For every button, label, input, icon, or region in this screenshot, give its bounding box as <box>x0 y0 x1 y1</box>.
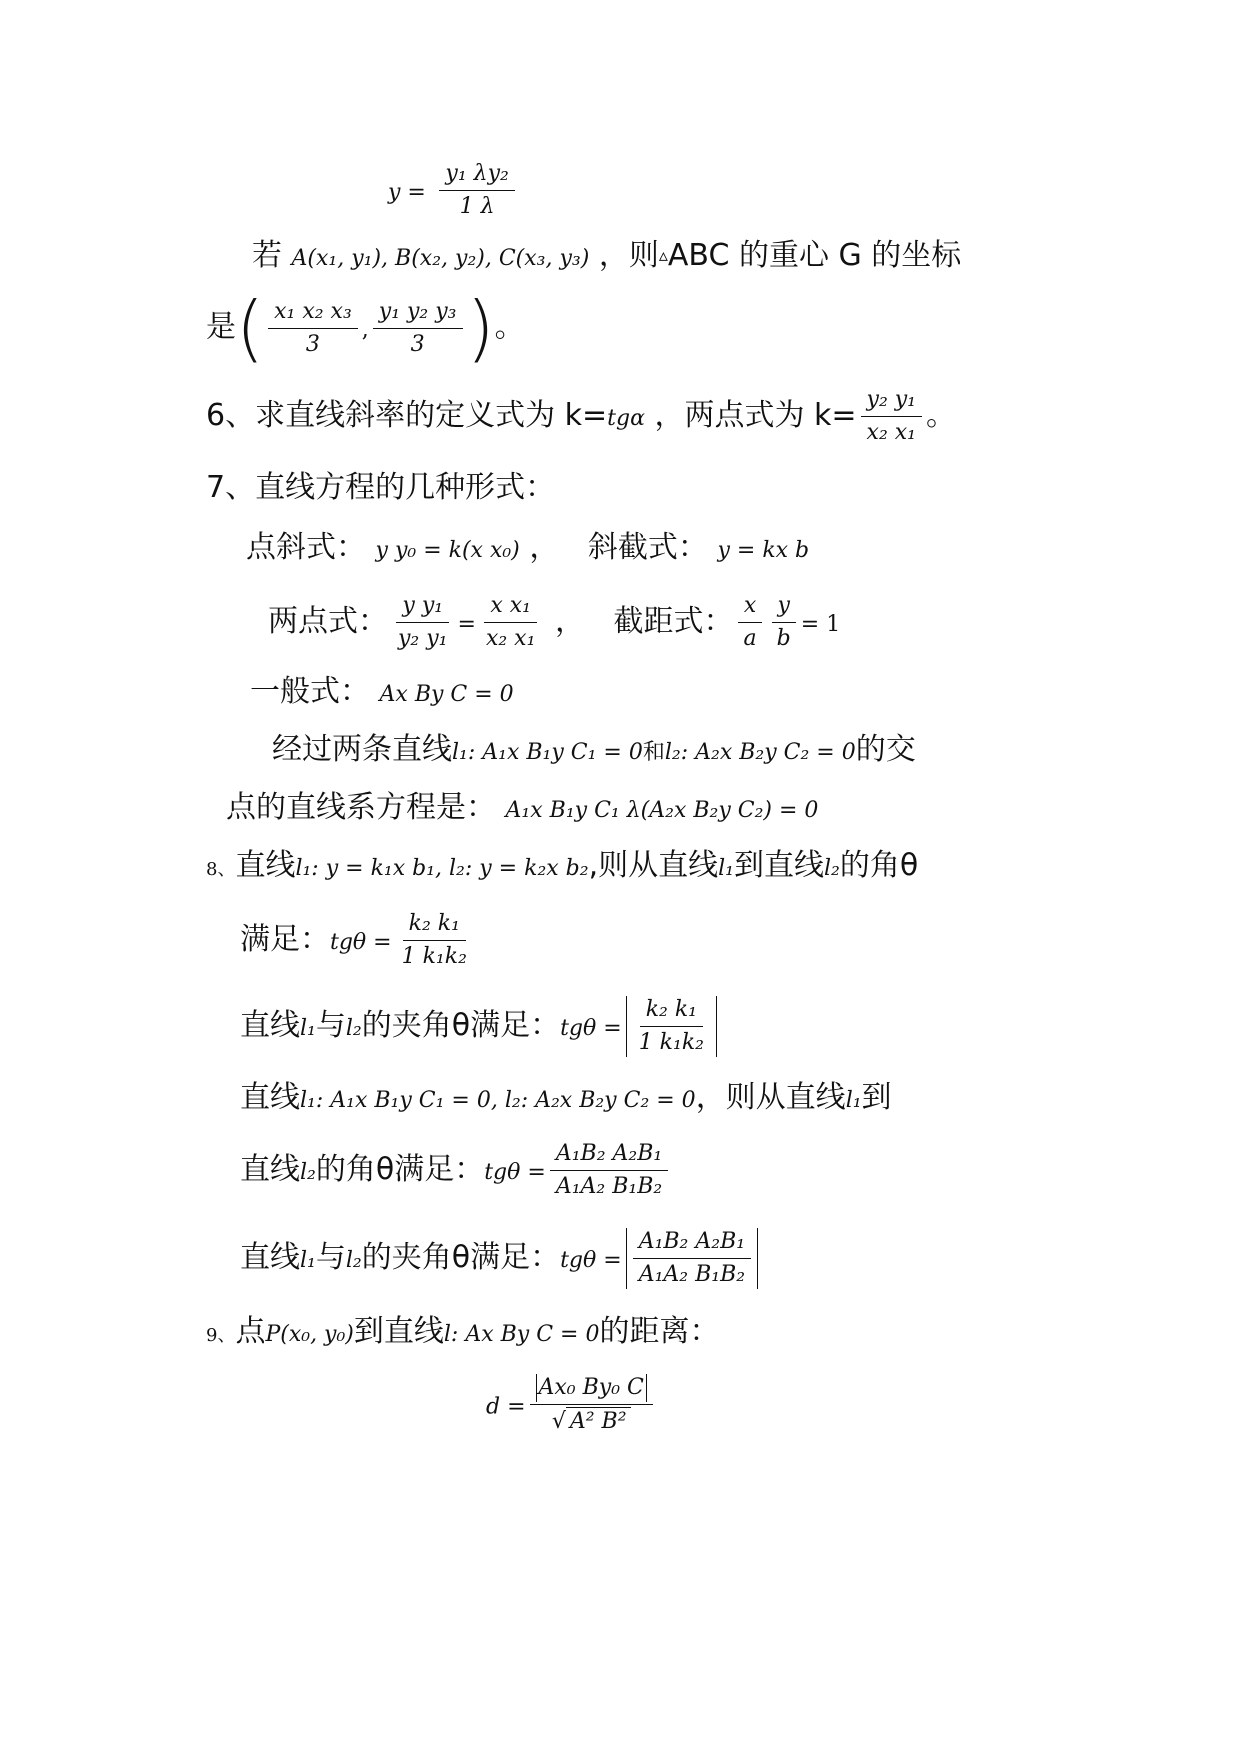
general-angle-line: 直线l₂的角θ满足：tgθ = $\frac{\text{A₁B₂ A₂B₁}}{\text{A₁A₂ B₁B₂}}$ <box>240 1140 672 1201</box>
distance-formula: d = $\frac{\text{Ax₀ By₀ C}}{\text{√ A² B²}}$ <box>486 1374 657 1436</box>
fraction: $\frac{\text{y₂ y₁}}{\text{x₂ x₁}}$ <box>861 386 923 447</box>
general-inclination-line: 直线l₁与l₂的夹角θ满足：tgθ = $\frac{\text{A₁B₂ A₂B₁}}{\text{A₁A₂ B₁B₂}}$ <box>240 1228 758 1289</box>
fraction: $\frac{\text{Ax₀ By₀ C}}{\text{√ A² B²}}$ <box>530 1374 653 1436</box>
y-formula: y = $\frac{\text{y₁ λy₂}}{1 \lambda}$ <box>388 160 519 221</box>
section-7-title: 7、直线方程的几种形式： <box>206 470 556 505</box>
fraction: $\frac{\text{x₁ x₂ x₃}}{3}$ <box>268 298 358 359</box>
two-point-line: 两点式： $\frac{\text{y y₁}}{\text{y₂ y₁}}$ = $\frac{\text{x x₁}}{\text{x₂ x₁}}$ ， 截距式： $\frac{x}{a}$ $\frac{y}{b}$ = 1 <box>268 593 841 651</box>
general-form-line: 一般式： Ax By C = 0 <box>250 674 514 709</box>
fraction: $\frac{\text{A₁B₂ A₂B₁}}{\text{A₁A₂ B₁B₂}}$ <box>550 1140 668 1201</box>
fraction: $\frac{\text{y y₁}}{\text{y₂ y₁}}$ <box>398 593 448 651</box>
point-slope-line: 点斜式： y y₀ = k(x x₀) ， 斜截式： y = kx b <box>246 530 810 565</box>
section-9-line: 9、点P(x₀, y₀)到直线l: Ax By C = 0的距离： <box>206 1314 720 1349</box>
fraction: $\frac{\text{y₁ y₂ y₃}}{3}$ <box>373 298 463 359</box>
fraction: $\frac{\text{y₁ λy₂}}{1 \lambda}$ <box>439 160 514 221</box>
fraction: $\frac{x}{a}$ <box>738 592 763 653</box>
fraction: $\frac{\text{A₁B₂ A₂B₁}}{\text{A₁A₂ B₁B₂}}$ <box>633 1228 751 1289</box>
section-8-line-1: 8、直线l₁: y = k₁x b₁, l₂: y = k₂x b₂,则从直线l₁到直线l₂的角θ <box>206 848 919 883</box>
general-lines-line: 直线l₁: A₁x B₁y C₁ = 0, l₂: A₂x B₂y C₂ = 0，则从直线l₁到 <box>240 1080 892 1115</box>
section-8-line-2: 满足：tgθ = $\frac{\text{k₂ k₁}}{\text{1 k₁k₂}}$ <box>240 910 477 971</box>
line-family-line-1: 经过两条直线l₁: A₁x B₁y C₁ = 0和l₂: A₂x B₂y C₂ = 0的交 <box>272 732 916 767</box>
line-family-line-2: 点的直线系方程是： A₁x B₁y C₁ λ(A₂x B₂y C₂) = 0 <box>226 790 819 825</box>
inclination-line-1: 直线l₁与l₂的夹角θ满足：tgθ = $\frac{\text{k₂ k₁}}{\text{1 k₁k₂}}$ <box>240 996 717 1057</box>
section-6: 6、求直线斜率的定义式为 k=tgα ，两点式为 k= $\frac{\text{y₂ y₁}}{\text{x₂ x₁}}$ 。 <box>206 387 957 445</box>
fraction: $\frac{\text{k₂ k₁}}{\text{1 k₁k₂}}$ <box>638 997 704 1055</box>
fraction: $\frac{\text{k₂ k₁}}{\text{1 k₁k₂}}$ <box>401 911 467 969</box>
centroid-line-1: 若 A(x₁, y₁), B(x₂, y₂), C(x₃, y₃) ，则▵ABC 的重心 G 的坐标 <box>252 238 962 273</box>
fraction: $\frac{\text{x x₁}}{\text{x₂ x₁}}$ <box>485 593 536 651</box>
centroid-line-2: 是( $\frac{\text{x₁ x₂ x₃}}{3}$ , $\frac{\text{y₁ y₂ y₃}}{3}$ )。 <box>206 286 525 370</box>
fraction: $\frac{y}{b}$ <box>771 592 797 653</box>
